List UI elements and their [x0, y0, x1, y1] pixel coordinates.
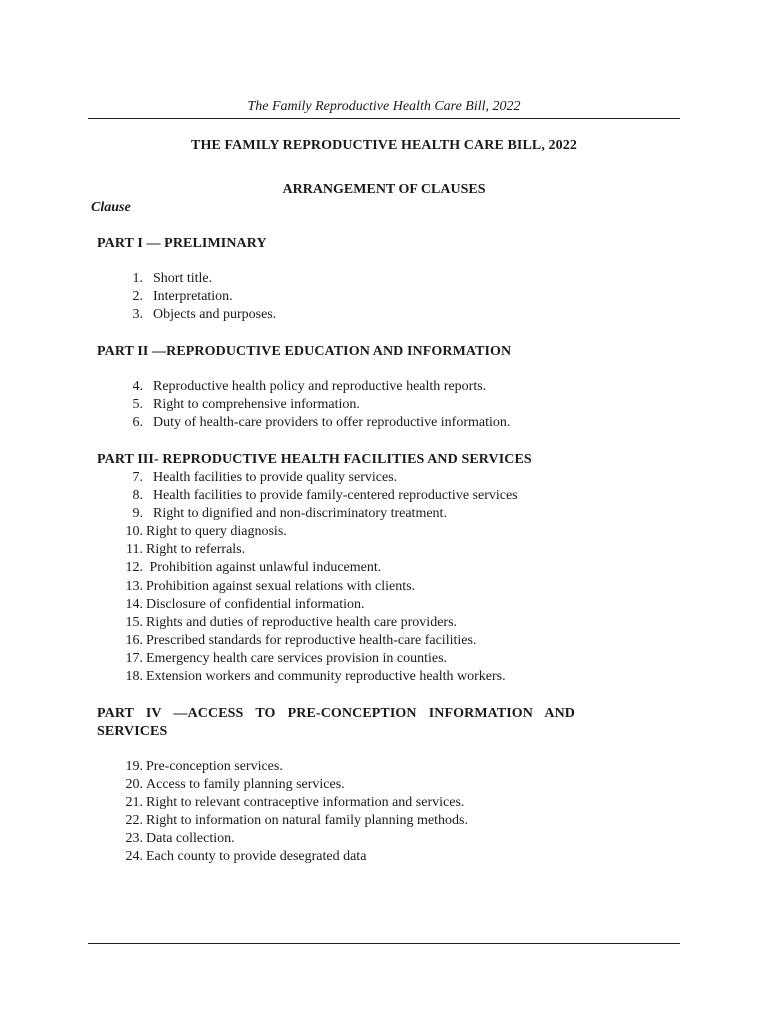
clause-title: Right to dignified and non-discriminatory treatment.	[153, 506, 447, 522]
part-heading: PART IV —ACCESS TO PRE-CONCEPTION INFORMATION AND SERVICES	[97, 706, 575, 739]
part-heading: PART III- REPRODUCTIVE HEALTH FACILITIES AND SERVICES	[97, 452, 532, 467]
clause-item	[111, 288, 276, 306]
clause-item	[111, 396, 510, 414]
clause-title: Health facilities to provide family-centered reproductive services	[153, 488, 518, 504]
clause-title: Pre-conception services.	[146, 759, 283, 774]
clause-item	[111, 469, 518, 487]
clause-title: Reproductive health policy and reproductive health reports.	[153, 379, 487, 394]
clause-number: 9.	[132, 506, 143, 522]
clause-title: Emergency health care services provision in counties.	[146, 650, 448, 666]
part-heading: PART II —REPRODUCTIVE EDUCATION AND INFORMATION	[97, 344, 512, 359]
clause-number: 16.	[125, 632, 143, 648]
clause-number: 4.	[132, 379, 143, 394]
clause-title: Disclosure of confidential information.	[146, 596, 365, 612]
clause-number: 1.	[132, 271, 143, 286]
clause-number: 18.	[125, 669, 143, 685]
clause-title: Right to referrals.	[146, 542, 246, 558]
clause-item	[111, 776, 468, 794]
clause-item	[111, 270, 276, 288]
clause-item	[111, 306, 276, 324]
clause-item	[111, 541, 518, 559]
clause-number: 19.	[125, 759, 143, 774]
clause-title: Rights and duties of reproductive health care providers.	[146, 614, 458, 630]
clause-number: 6.	[132, 415, 143, 431]
clause-number: 14.	[125, 596, 143, 612]
clause-list	[111, 270, 276, 324]
clause-title: Extension workers and community reproductive health workers.	[146, 669, 506, 685]
clause-item	[111, 650, 518, 668]
clause-number: 15.	[125, 614, 143, 630]
clause-list	[111, 758, 468, 867]
clause-item	[111, 614, 518, 632]
clause-number: 23.	[125, 831, 143, 847]
clause-number: 13.	[125, 578, 143, 594]
clause-item	[111, 794, 468, 812]
clause-title: Duty of health-care providers to offer reproductive information.	[153, 415, 511, 431]
clause-item	[111, 414, 510, 432]
clause-title: Interpretation.	[153, 289, 233, 305]
clause-item	[111, 668, 518, 686]
clause-number: 5.	[132, 397, 143, 413]
clause-number: 8.	[132, 488, 143, 504]
clause-number: 21.	[125, 795, 143, 811]
clause-list	[111, 378, 510, 432]
footer-rule	[88, 943, 680, 944]
clause-item	[111, 505, 518, 523]
clause-number: 20.	[125, 777, 143, 793]
clause-title: Right to query diagnosis.	[146, 524, 287, 540]
running-header: The Family Reproductive Health Care Bill, 2022	[247, 99, 521, 114]
clause-title: Right to information on natural family planning methods.	[146, 813, 468, 829]
clause-title: Prescribed standards for reproductive health-care facilities.	[146, 632, 477, 648]
clause-item	[111, 632, 518, 650]
clause-column-label: Clause	[91, 200, 131, 215]
clause-number: 11.	[126, 542, 143, 558]
clause-title: Right to comprehensive information.	[153, 397, 360, 413]
clause-list	[111, 469, 518, 686]
clause-item	[111, 578, 518, 596]
clause-number: 22.	[125, 813, 143, 829]
clause-title: Data collection.	[146, 831, 235, 847]
document-title: THE FAMILY REPRODUCTIVE HEALTH CARE BILL, 2022	[191, 138, 577, 153]
clause-title: Prohibition against sexual relations with clients.	[146, 578, 416, 594]
clause-item	[111, 758, 468, 776]
clause-number: 24.	[125, 849, 143, 865]
clause-item	[111, 830, 468, 848]
clause-title: Short title.	[153, 271, 213, 286]
clause-number: 10.	[125, 524, 143, 540]
clause-title: Right to relevant contraceptive information and services.	[146, 795, 465, 811]
clause-title: Prohibition against unlawful inducement.	[146, 560, 382, 576]
clause-title: Objects and purposes.	[153, 307, 277, 323]
clause-number: 17.	[125, 650, 143, 666]
arrangement-heading: ARRANGEMENT OF CLAUSES	[282, 182, 486, 197]
clause-number: 7.	[132, 470, 143, 485]
clause-number: 12.	[125, 560, 143, 576]
clause-title: Access to family planning services.	[146, 777, 345, 793]
clause-item	[111, 848, 468, 866]
clause-title: Each county to provide desegrated data	[146, 849, 367, 865]
clause-item	[111, 559, 518, 577]
header-rule	[88, 118, 680, 119]
clause-item	[111, 487, 518, 505]
clause-item	[111, 523, 518, 541]
clause-item	[111, 378, 510, 396]
clause-number: 2.	[132, 289, 143, 305]
clause-item	[111, 812, 468, 830]
clause-title: Health facilities to provide quality services.	[153, 470, 398, 485]
clause-item	[111, 596, 518, 614]
part-heading: PART I — PRELIMINARY	[97, 236, 267, 251]
clause-number: 3.	[132, 307, 143, 323]
